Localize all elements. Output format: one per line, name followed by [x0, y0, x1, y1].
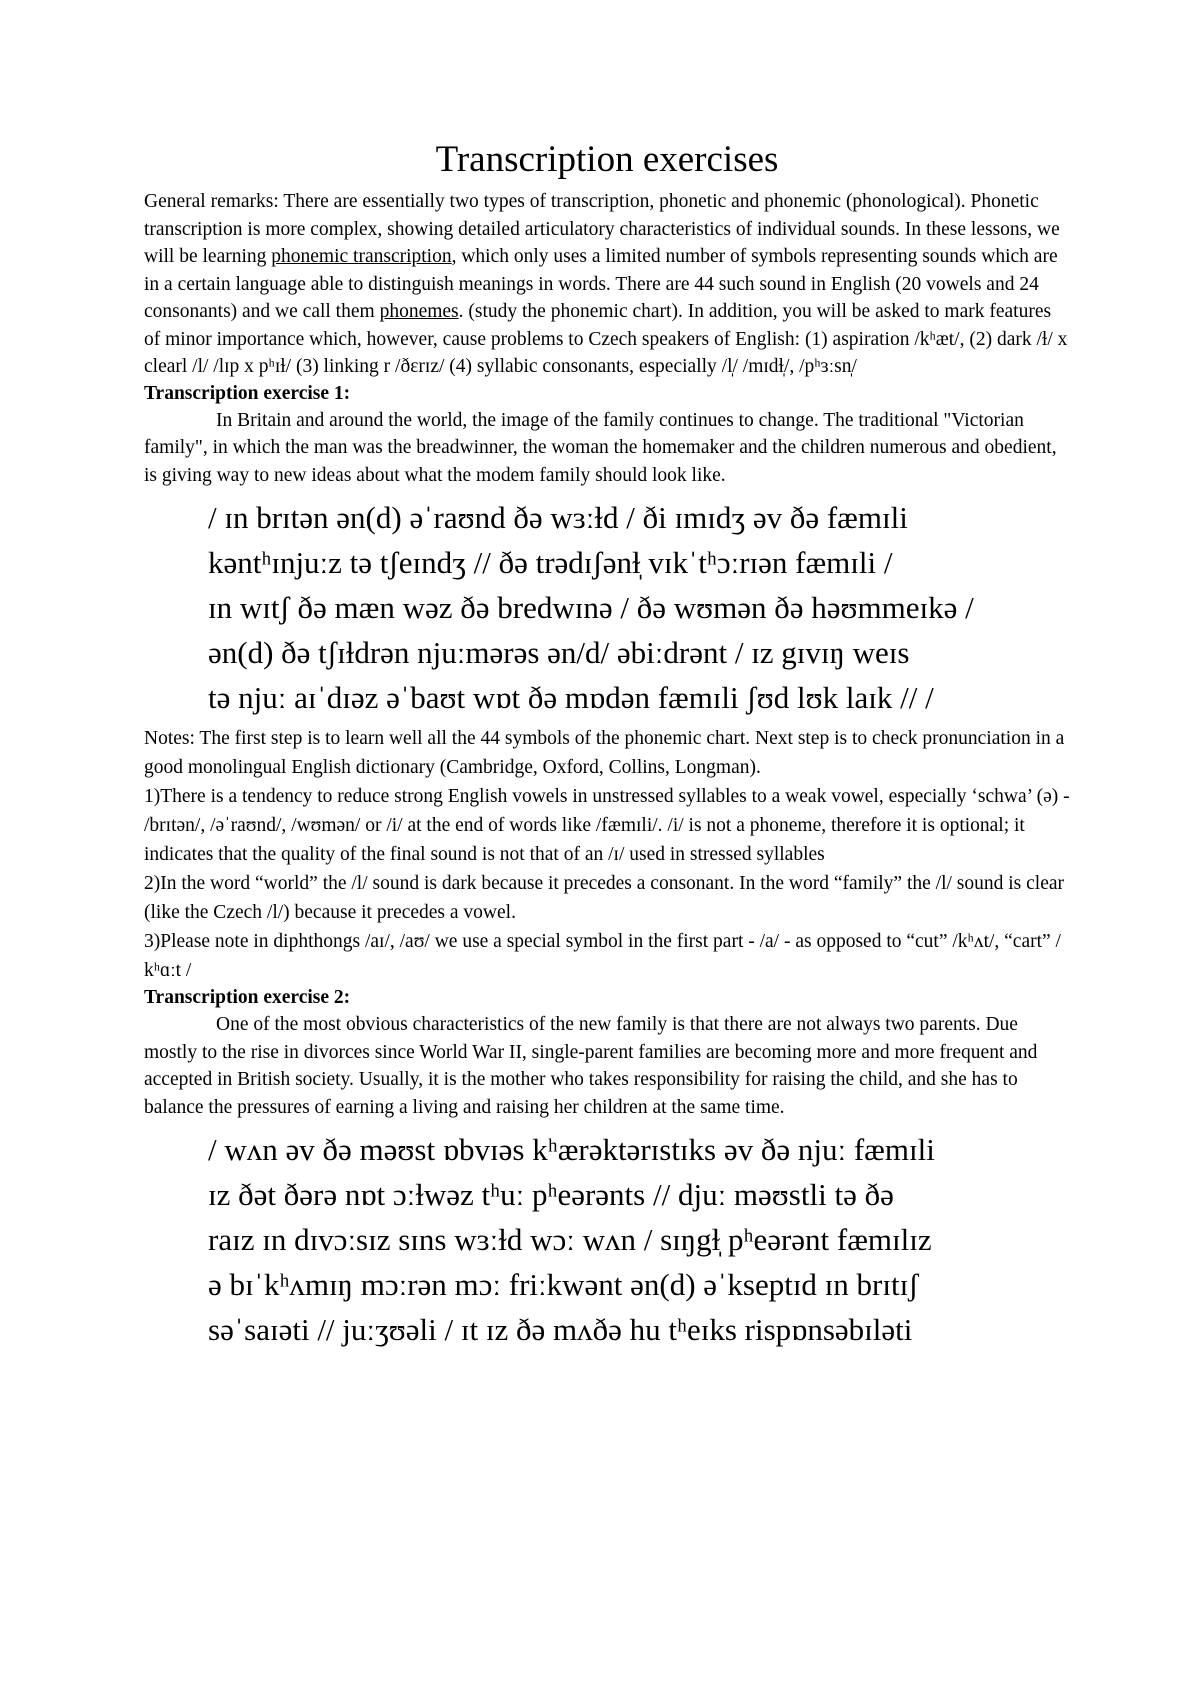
- phonemic-transcription-term: phonemic transcription: [271, 246, 452, 267]
- note-item: 3)Please note in diphthongs /aɪ/, /aʊ/ we use a special symbol in the first part - /a/ - as opposed to “cut” /kʰʌt/, “cart” / kʰɑːt /: [144, 931, 1061, 981]
- exercise2-heading: Transcription exercise 2:: [144, 987, 351, 1008]
- page-title: Transcription exercises: [435, 139, 779, 180]
- transcription-line: raɪz ɪn dɪvɔːsɪz sɪns wɜːɫd wɔː wʌn / sɪŋgɫ̩ pʰeərənt fæmɪlɪz: [208, 1222, 932, 1257]
- general-remarks-part3: . (study the phonemic chart). In addition, you will be asked to mark features of minor importance which, however, cause problems to Czech speakers of English: (1) aspiration /kʰæt/, (2) dark /ɫ/ x clearl /l/ /lɪp x pʰɪɫ/ (3) linking r /ðɛrɪz/ (4) syllabic consonants, especially /l̩/ /mɪdɫ̩/, /pʰɜːsn̩/: [144, 301, 1068, 377]
- transcription-line: / ɪn brɪtən ən(d) əˈraʊnd ðə wɜːɫd / ði ɪmɪdʒ əv ðə fæmɪli: [208, 500, 908, 535]
- exercise1-notes: [144, 724, 1070, 985]
- transcription-line: səˈsaɪəti // juːʒʊəli / ɪt ɪz ðə mʌðə hu tʰeɪks rispɒnsəbɪləti: [208, 1312, 913, 1347]
- transcription-line: / wʌn əv ðə məʊst ɒbvɪəs kʰærəktərɪstɪks əv ðə njuː fæmɪli: [208, 1132, 935, 1167]
- note-item: 1)There is a tendency to reduce strong English vowels in unstressed syllables to a weak vowel, especially ‘schwa’ (ə) - /brɪtən/, /əˈraʊnd/, /wʊmən/ or /i/ at the end of words like /fæmɪli/. /i/ is not a phoneme, therefore it is optional; it indicates that the quality of the final sound is not that of an /ɪ/ used in stressed syllables: [144, 786, 1070, 865]
- phonemes-term: phonemes: [379, 301, 459, 322]
- general-remarks-part2: , which only uses a limited number of symbols representing sounds which are in a certain language able to distinguish meanings in words. There are 44 such sound in English (20 vowels and 24 consonants) and we call them: [144, 246, 1058, 322]
- exercise1-text: In Britain and around the world, the image of the family continues to change. The traditional "Victorian family", in which the man was the breadwinner, the woman the homemaker and the children numerous and obedient, is giving way to new ideas about what the modem family should look like.: [144, 409, 1057, 486]
- exercise2-transcription: [208, 1127, 1070, 1352]
- exercise1-heading: Transcription exercise 1:: [144, 382, 351, 404]
- general-remarks: [144, 188, 1070, 381]
- transcription-line: ɪz ðət ðərə nɒt ɔːɫwəz tʰuː pʰeərənts // djuː məʊstli tə ðə: [208, 1177, 894, 1212]
- exercise2-text: One of the most obvious characteristics of the new family is that there are not always two parents. Due mostly to the rise in divorces since World War II, single-parent families are becoming more and more frequent and accepted in British society. Usually, it is the mother who takes responsibility for raising the child, and she has to balance the pressures of earning a living and raising her children at the same time.: [144, 1014, 1038, 1118]
- transcription-line: ə bɪˈkʰʌmɪŋ mɔːrən mɔː friːkwənt ən(d) əˈkseptɪd ɪn brɪtɪʃ: [208, 1267, 919, 1302]
- transcription-line: tə njuː aɪˈdɪəz əˈbaʊt wɒt ðə mɒdən fæmɪli ʃʊd lʊk laɪk // /: [208, 680, 934, 715]
- transcription-line: kəntʰɪnjuːz tə tʃeɪndʒ // ðə trədɪʃənɫ̩ vɪkˈtʰɔːrɪən fæmɪli /: [208, 545, 893, 580]
- note-item: 2)In the word “world” the /l/ sound is dark because it precedes a consonant. In the word “family” the /l/ sound is clear (like the Czech /l/) because it precedes a vowel.: [144, 873, 1065, 923]
- transcription-line: ɪn wɪtʃ ðə mæn wəz ðə bredwɪnə / ðə wʊmən ðə həʊmmeɪkə /: [208, 590, 974, 625]
- note-intro: Notes: The first step is to learn well all the 44 symbols of the phonemic chart. Next step is to check pronunciation in a good monolingual English dictionary (Cambridge, Oxford, Collins, Longman).: [144, 728, 1065, 778]
- transcription-line: ən(d) ðə tʃɪɫdrən njuːmərəs ən/d/ əbiːdrənt / ɪz gɪvɪŋ weɪs: [208, 635, 910, 670]
- general-remarks-part1: General remarks: There are essentially two types of transcription, phonetic and phonemic (phonological). Phonetic transcription is more complex, showing detailed articulatory characteristics of individual sounds. In these lessons, we will be learning: [144, 191, 1060, 267]
- exercise1-transcription: [208, 495, 1070, 720]
